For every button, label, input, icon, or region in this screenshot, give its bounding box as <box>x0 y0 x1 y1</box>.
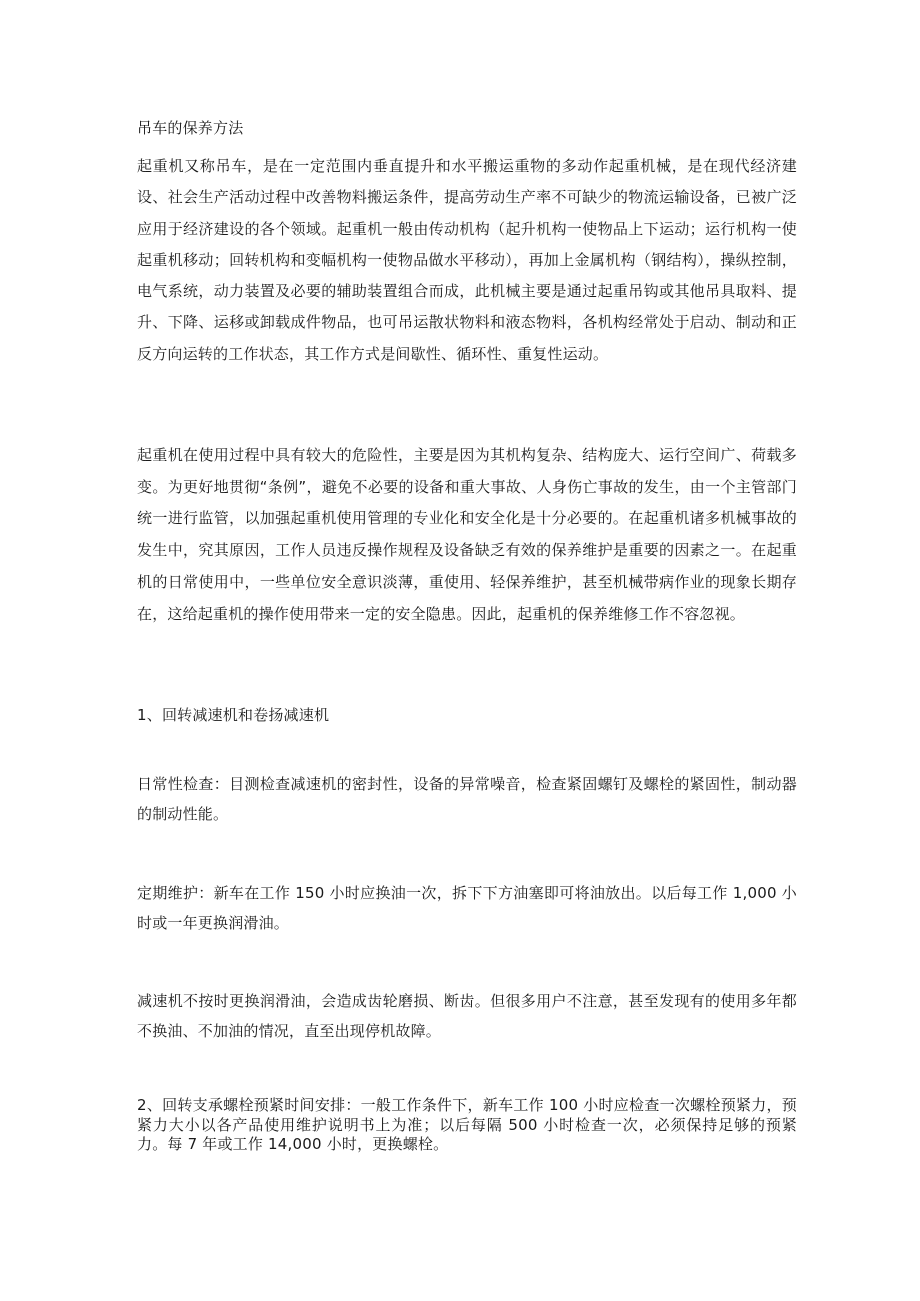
daily-check-paragraph: 日常性检查：目测检查减速机的密封性，设备的异常噪音，检查紧固螺钉及螺栓的紧固性，制动器的制动性能。 <box>137 775 797 823</box>
intro-paragraph: 起重机又称吊车，是在一定范围内垂直提升和水平搬运重物的多动作起重机械，是在现代经济建设、社会生产活动过程中改善物料搬运条件，提高劳动生产率不可缺少的物流运输设备，已被广泛应用于经济建设的各个领域。起重机一般由传动机构（起升机构一使物品上下运动；运行机构一使起重机移动；回转机构和变幅机构一使物品做水平移动），再加上金属机构（钢结构），操纵控制，电气系统，动力装置及必要的辅助装置组合而成，此机械主要是通过起重吊钩或其他吊具取料、提升、下降、运移或卸载成件物品，也可吊运散状物料和液态物料，各机构经常处于启动、制动和正反方向运转的工作状态，其工作方式是间歇性、循环性、重复性运动。 <box>137 157 797 363</box>
periodic-maintenance-paragraph: 定期维护：新车在工作 150 小时应换油一次，拆下下方油塞即可将油放出。以后每工作 1,000 小时或一年更换润滑油。 <box>137 884 797 932</box>
section-2-paragraph: 2、回转支承螺栓预紧时间安排：一般工作条件下，新车工作 100 小时应检查一次螺栓预紧力，预紧力大小以各产品使用维护说明书上为准；以后每隔 500 小时检查一次，必须保持足够的预紧力。每 7 年或工作 14,000 小时，更换螺栓。 <box>137 1096 797 1153</box>
oil-warning-paragraph: 减速机不按时更换润滑油，会造成齿轮磨损、断齿。但很多用户不注意，甚至发现有的使用多年都不换油、不加油的情况，直至出现停机故障。 <box>137 992 797 1040</box>
document-title: 吊车的保养方法 <box>137 119 244 137</box>
danger-paragraph: 起重机在使用过程中具有较大的危险性，主要是因为其机构复杂、结构庞大、运行空间广、荷载多变。为更好地贯彻“条例”，避免不必要的设备和重大事故、人身伤亡事故的发生，由一个主管部门统一进行监管，以加强起重机使用管理的专业化和安全化是十分必要的。在起重机诸多机械事故的发生中，究其原因，工作人员违反操作规程及设备缺乏有效的保养维护是重要的因素之一。在起重机的日常使用中，一些单位安全意识淡薄，重使用、轻保养维护，甚至机械带病作业的现象长期存在，这给起重机的操作使用带来一定的安全隐患。因此，起重机的保养维修工作不容忽视。 <box>137 446 797 623</box>
section-1-heading: 1、回转减速机和卷扬减速机 <box>137 706 330 724</box>
